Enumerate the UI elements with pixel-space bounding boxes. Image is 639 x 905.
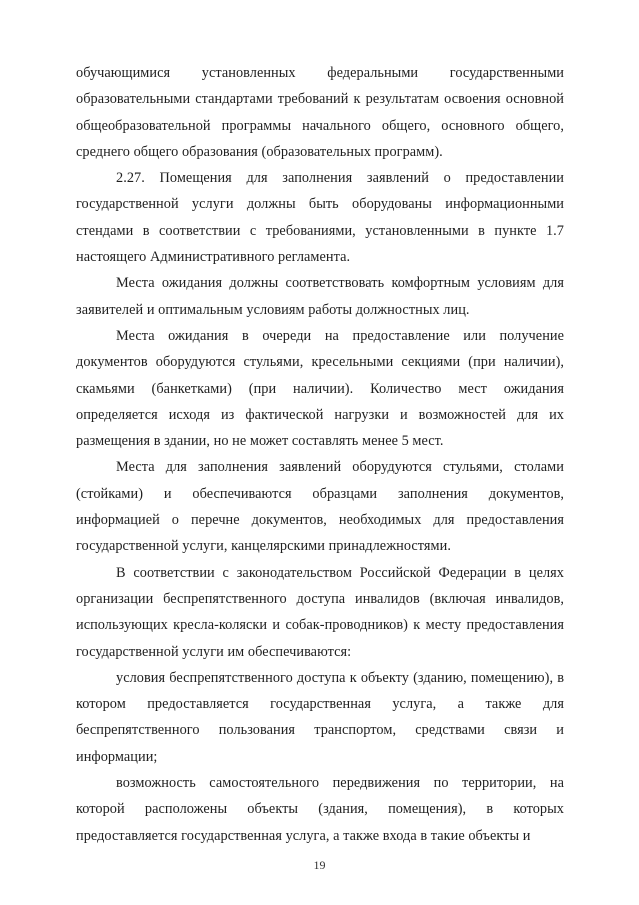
paragraph-5: Места для заполнения заявлений оборудуются стульями, столами (стойками) и обеспечиваются образцами заполнения документов, информацией о перечне документов, необходимых для предоставления государственной услуги, канцелярскими принадлежностями. bbox=[76, 459, 564, 555]
paragraph-7: условия беспрепятственного доступа к объекту (зданию, помещению), в котором предоставляется государственная услуга, а также для беспрепятственного пользования транспортом, средствами связи и информации; bbox=[76, 669, 564, 765]
paragraph-8: возможность самостоятельного передвижения по территории, на которой расположены объекты (здания, помещения), в которых предоставляется государственная услуга, а также входа в такие объекты и bbox=[76, 775, 564, 844]
paragraph-2: 2.27. Помещения для заполнения заявлений о предоставлении государственной услуги должны быть оборудованы информационными стендами в соответствии с требованиями, установленными в пункте 1.7 настоящего Административного регламента. bbox=[76, 170, 564, 266]
paragraph-4: Места ожидания в очереди на предоставление или получение документов оборудуются стульями, кресельными секциями (при наличии), скамьями (банкетками) (при наличии). Количество мест ожидания определяется исходя из фактической нагрузки и возможностей для их размещения в здании, но не может составлять менее 5 мест. bbox=[76, 327, 564, 450]
document-body bbox=[76, 60, 564, 849]
page-number: 19 bbox=[313, 858, 326, 872]
paragraph-6: В соответствии с законодательством Российской Федерации в целях организации беспрепятственного доступа инвалидов (включая инвалидов, использующих кресла-коляски и собак-проводников) к месту предоставления государственной услуги им обеспечиваются: bbox=[76, 564, 564, 660]
paragraph-1: обучающимися установленных федеральными государственными образовательными стандартами требований к результатам освоения основной общеобразовательной программы начального общего, основного общего, среднего общего образования (образовательных программ). bbox=[76, 65, 564, 160]
paragraph-3: Места ожидания должны соответствовать комфортным условиям для заявителей и оптимальным условиям работы должностных лиц. bbox=[76, 275, 564, 318]
